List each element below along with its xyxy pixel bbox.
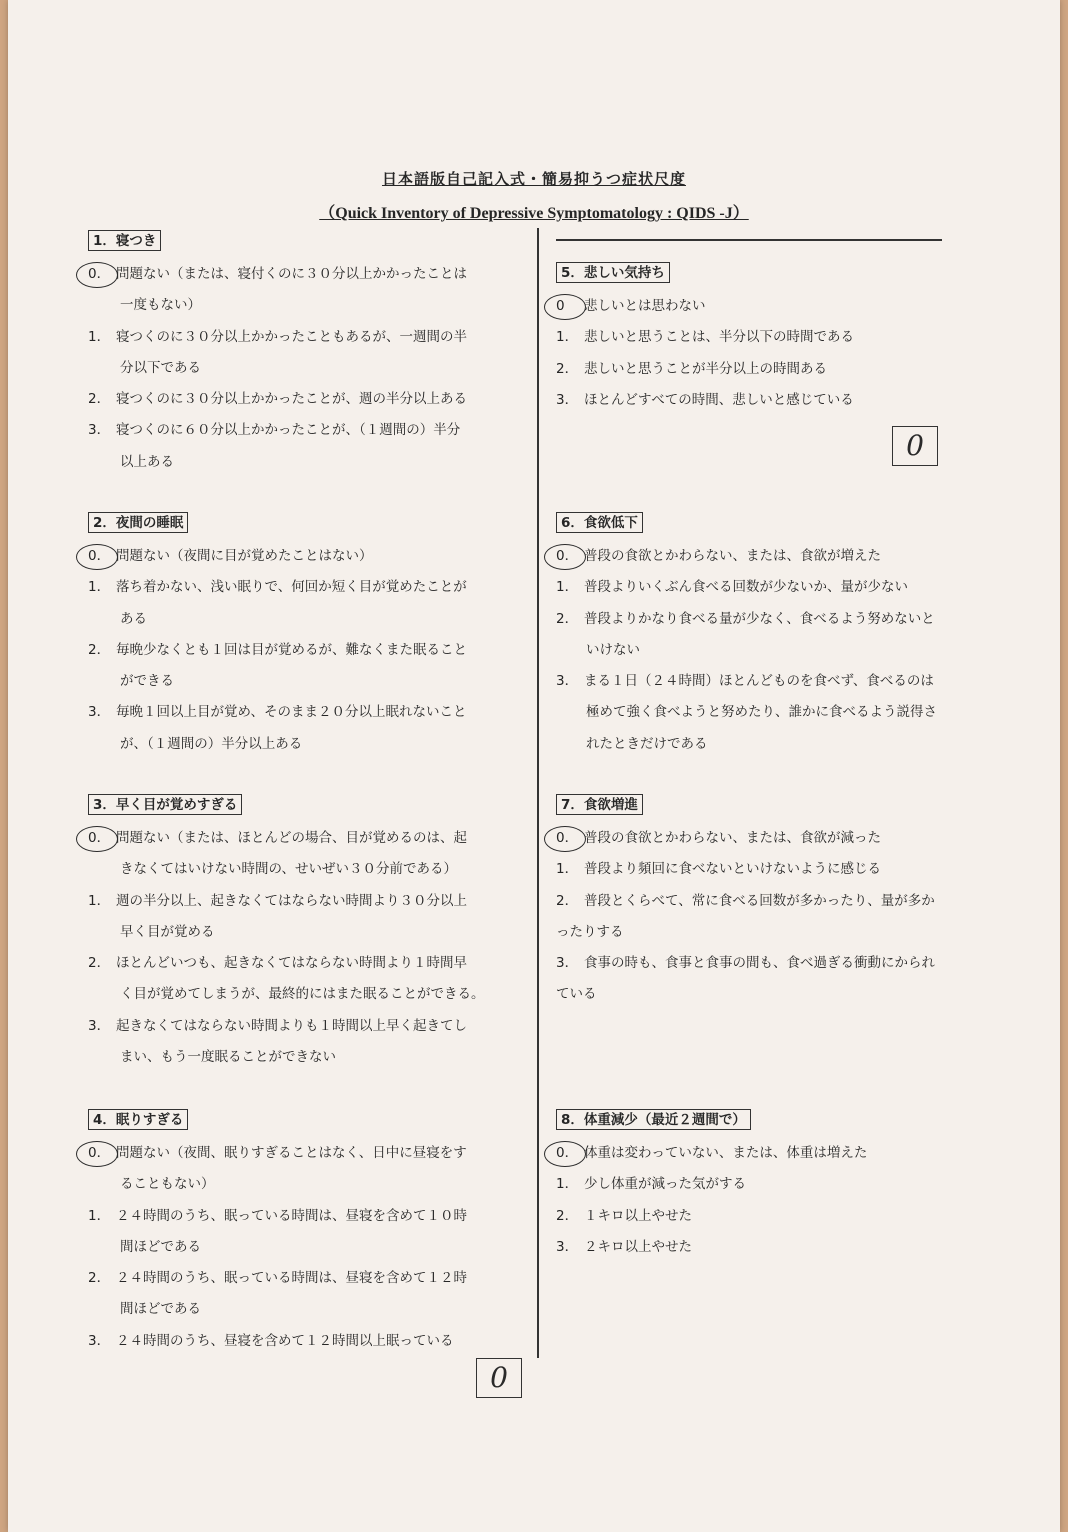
option-0[interactable]: 0． 問題ない（夜間に目が覚めたことはない） [88,541,467,572]
option-1[interactable]: 1． 少し体重が減った気がする [556,1176,746,1193]
option-2[interactable]: 2． 毎晩少なくとも１回は目が覚めるが、難なくまた眠ること ができる [88,641,467,690]
section-heading: 6．食欲低下 [556,512,643,533]
section-heading: 4．眠りすぎる [88,1109,188,1130]
option-2[interactable]: 2． 普段よりかなり食べる量が少なく、食べるよう努めないと いけない [556,610,935,658]
option-2[interactable]: 2． 悲しいと思うことが半分以上の時間ある [556,360,827,377]
section-sadness [556,262,854,416]
option-3[interactable]: 3． 寝つくのに６０分以上かかったことが、（１週間の）半分 以上ある [88,422,461,470]
option-0[interactable]: 0 悲しいとは思わない [556,291,854,322]
section-heading: 5．悲しい気持ち [556,262,670,283]
option-3[interactable]: 3． ２４時間のうち、昼寝を含めて１２時間以上眠っている [88,1332,454,1349]
option-3[interactable]: 3． 食事の時も、食事と食事の間も、食べ過ぎる衝動にかられ ている [556,955,935,1003]
page-title: 日本語版自己記入式・簡易抑うつ症状尺度 [381,170,686,188]
option-0[interactable]: 0． 普段の食欲とかわらない、または、食欲が減った [556,823,935,854]
option-3[interactable]: 3． ２キロ以上やせた [556,1238,692,1255]
section-night-sleep [88,512,467,760]
section-appetite-increase [556,794,935,1011]
section-oversleeping [88,1109,467,1357]
score-box-sleep[interactable]: 0 [476,1358,522,1398]
option-1[interactable]: 1． 普段よりいくぶん食べる回数が少ないか、量が少ない [556,579,908,596]
top-right-rule [556,239,942,241]
option-0[interactable]: 0． 普段の食欲とかわらない、または、食欲が増えた [556,541,937,572]
section-heading: 3．早く目が覚めすぎる [88,794,242,815]
option-1[interactable]: 1． 週の半分以上、起きなくてはならない時間より３０分以上 早く目が覚める [88,892,467,940]
option-3[interactable]: 3． 起きなくてはならない時間よりも１時間以上早く起きてし まい、もう一度眠ることができない [88,1017,467,1066]
section-heading: 1．寝つき [88,230,161,251]
column-divider [537,228,539,1358]
page-subtitle: （Quick Inventory of Depressive Symptomatology : QIDS -J） [319,205,749,222]
option-2[interactable]: 2． ２４時間のうち、眠っている時間は、昼寝を含めて１２時 間ほどである [88,1270,467,1318]
option-2[interactable]: 2． ほとんどいつも、起きなくてはならない時間より１時間早 く目が覚めてしまうが、最終的にはまた眠ることができる。 [88,955,485,1003]
section-heading: 7．食欲増進 [556,794,643,815]
option-1[interactable]: 1． ２４時間のうち、眠っている時間は、昼寝を含めて１０時 間ほどである [88,1207,467,1255]
section-appetite-decrease [556,512,937,760]
option-1[interactable]: 1． 寝つくのに３０分以上かかったこともあるが、一週間の半 分以下である [88,328,467,376]
section-heading: 2．夜間の睡眠 [88,512,188,533]
option-1[interactable]: 1． 悲しいと思うことは、半分以下の時間である [556,329,854,346]
option-2[interactable]: 2． １キロ以上やせた [556,1207,692,1224]
section-early-waking [88,794,485,1073]
option-1[interactable]: 1． 普段より頻回に食べないといけないように感じる [556,861,881,878]
section-sleep-onset [88,230,467,478]
option-3[interactable]: 3． ほとんどすべての時間、悲しいと感じている [556,391,854,408]
section-heading: 8．体重減少（最近２週間で） [556,1109,751,1130]
option-2[interactable]: 2． 普段とくらべて、常に食べる回数が多かったり、量が多か ったりする [556,892,935,940]
option-0[interactable]: 0． 問題ない（夜間、眠りすぎることはなく、日中に昼寝をす ることもない） [88,1138,467,1201]
option-1[interactable]: 1． 落ち着かない、浅い眠りで、何回か短く目が覚めたことが ある [88,579,467,627]
option-3[interactable]: 3． まる１日（２４時間）ほとんどものを食べず、食べるのは 極めて強く食べようと努めたり、誰かに食べるよう説得さ れたときだけである [556,673,937,752]
option-3[interactable]: 3． 毎晩１回以上目が覚め、そのまま２０分以上眠れないこと が、（１週間の）半分以上ある [88,704,467,752]
option-2[interactable]: 2． 寝つくのに３０分以上かかったことが、週の半分以上ある [88,391,467,408]
option-0[interactable]: 0． 問題ない（または、ほとんどの場合、目が覚めるのは、起 きなくてはいけない時間の、せいぜい３０分前である） [88,823,485,886]
section-weight-loss [556,1109,867,1263]
option-0[interactable]: 0． 体重は変わっていない、または、体重は増えた [556,1138,867,1169]
option-0[interactable]: 0． 問題ない（または、寝付くのに３０分以上かかったことは 一度もない） [88,259,467,322]
score-box-sadness[interactable]: 0 [892,426,938,466]
